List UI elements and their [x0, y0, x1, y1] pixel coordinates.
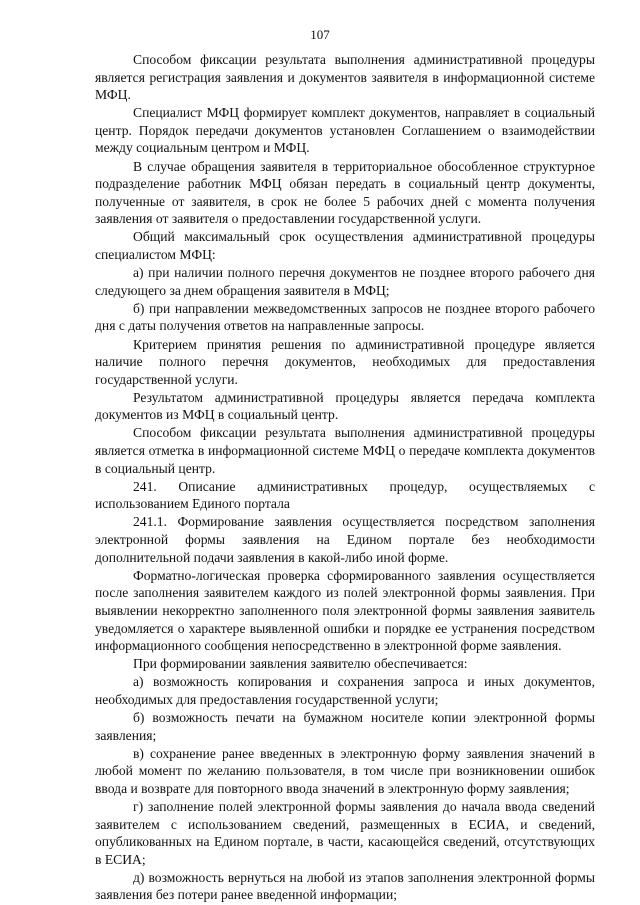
paragraph: Общий максимальный срок осуществления административной процедуры специалистом МФЦ: [95, 229, 595, 263]
list-item: б) при направлении межведомственных запросов не позднее второго рабочего дня с даты получения ответов на направленные запросы. [95, 300, 595, 334]
paragraph: Специалист МФЦ формирует комплект документов, направляет в социальный центр. Порядок передачи документов установлен Соглашением о взаимодействии между социальным центром и МФЦ. [95, 105, 595, 156]
paragraph: Результатом административной процедуры является передача комплекта документов из МФЦ в социальный центр. [95, 389, 595, 423]
list-item: в) сохранение ранее введенных в электронную форму заявления значений в любой момент по желанию пользователя, в том числе при возникновении ошибок ввода и возврате для повторного ввода значений в электронную форму заявления; [95, 745, 595, 796]
paragraph: 241.1. Формирование заявления осуществляется посредством заполнения электронной формы заявления на Едином портале без необходимости дополнительной подачи заявления в какой-либо иной форме. [95, 514, 595, 565]
paragraph: Способом фиксации результата выполнения административной процедуры является регистрация заявления и документов заявителя в информационной системе МФЦ. [95, 52, 595, 103]
list-item: г) заполнение полей электронной формы заявления до начала ввода сведений заявителем с использованием сведений, размещенных в ЕСИА, и сведений, опубликованных на Едином портале, в части, касающейся сведений, отсутствующих в ЕСИА; [95, 798, 595, 867]
document-body [95, 51, 595, 905]
paragraph: В случае обращения заявителя в территориальное обособленное структурное подразделение работник МФЦ обязан передать в социальный центр документы, полученные от заявителя, в срок не более 5 рабочих дней с момента получения заявления от заявителя о предоставлении государственной услуги. [95, 158, 595, 227]
list-item: а) возможность копирования и сохранения запроса и иных документов, необходимых для предоставления государственной услуги; [95, 674, 595, 707]
paragraph: Способом фиксации результата выполнения административной процедуры является отметка в информационной системе МФЦ о передаче комплекта документов в социальный центр. [95, 425, 595, 476]
section-heading: 241. Описание административных процедур, осуществляемых с использованием Единого портала [95, 478, 595, 512]
list-item: д) возможность вернуться на любой из этапов заполнения электронной формы заявления без потери ранее введенной информации; [95, 869, 595, 903]
page-number: 107 [310, 27, 330, 42]
list-item: а) при наличии полного перечня документов не позднее второго рабочего дня следующего за днем обращения заявителя в МФЦ; [95, 265, 595, 298]
paragraph: При формировании заявления заявителю обеспечивается: [133, 656, 468, 672]
paragraph: Форматно-логическая проверка сформированного заявления осуществляется после заполнения заявителем каждого из полей электронной формы заявления. При выявлении некорректно заполненного поля электронной формы заявления заявитель уведомляется о характере выявленной ошибки и порядке ее устранения посредством информационного сообщения непосредственно в электронной форме заявления. [95, 567, 595, 654]
list-item: б) возможность печати на бумажном носителе копии электронной формы заявления; [95, 709, 595, 743]
paragraph: Критерием принятия решения по административной процедуре является наличие полного перечня документов, необходимых для предоставления государственной услуги. [95, 336, 595, 387]
